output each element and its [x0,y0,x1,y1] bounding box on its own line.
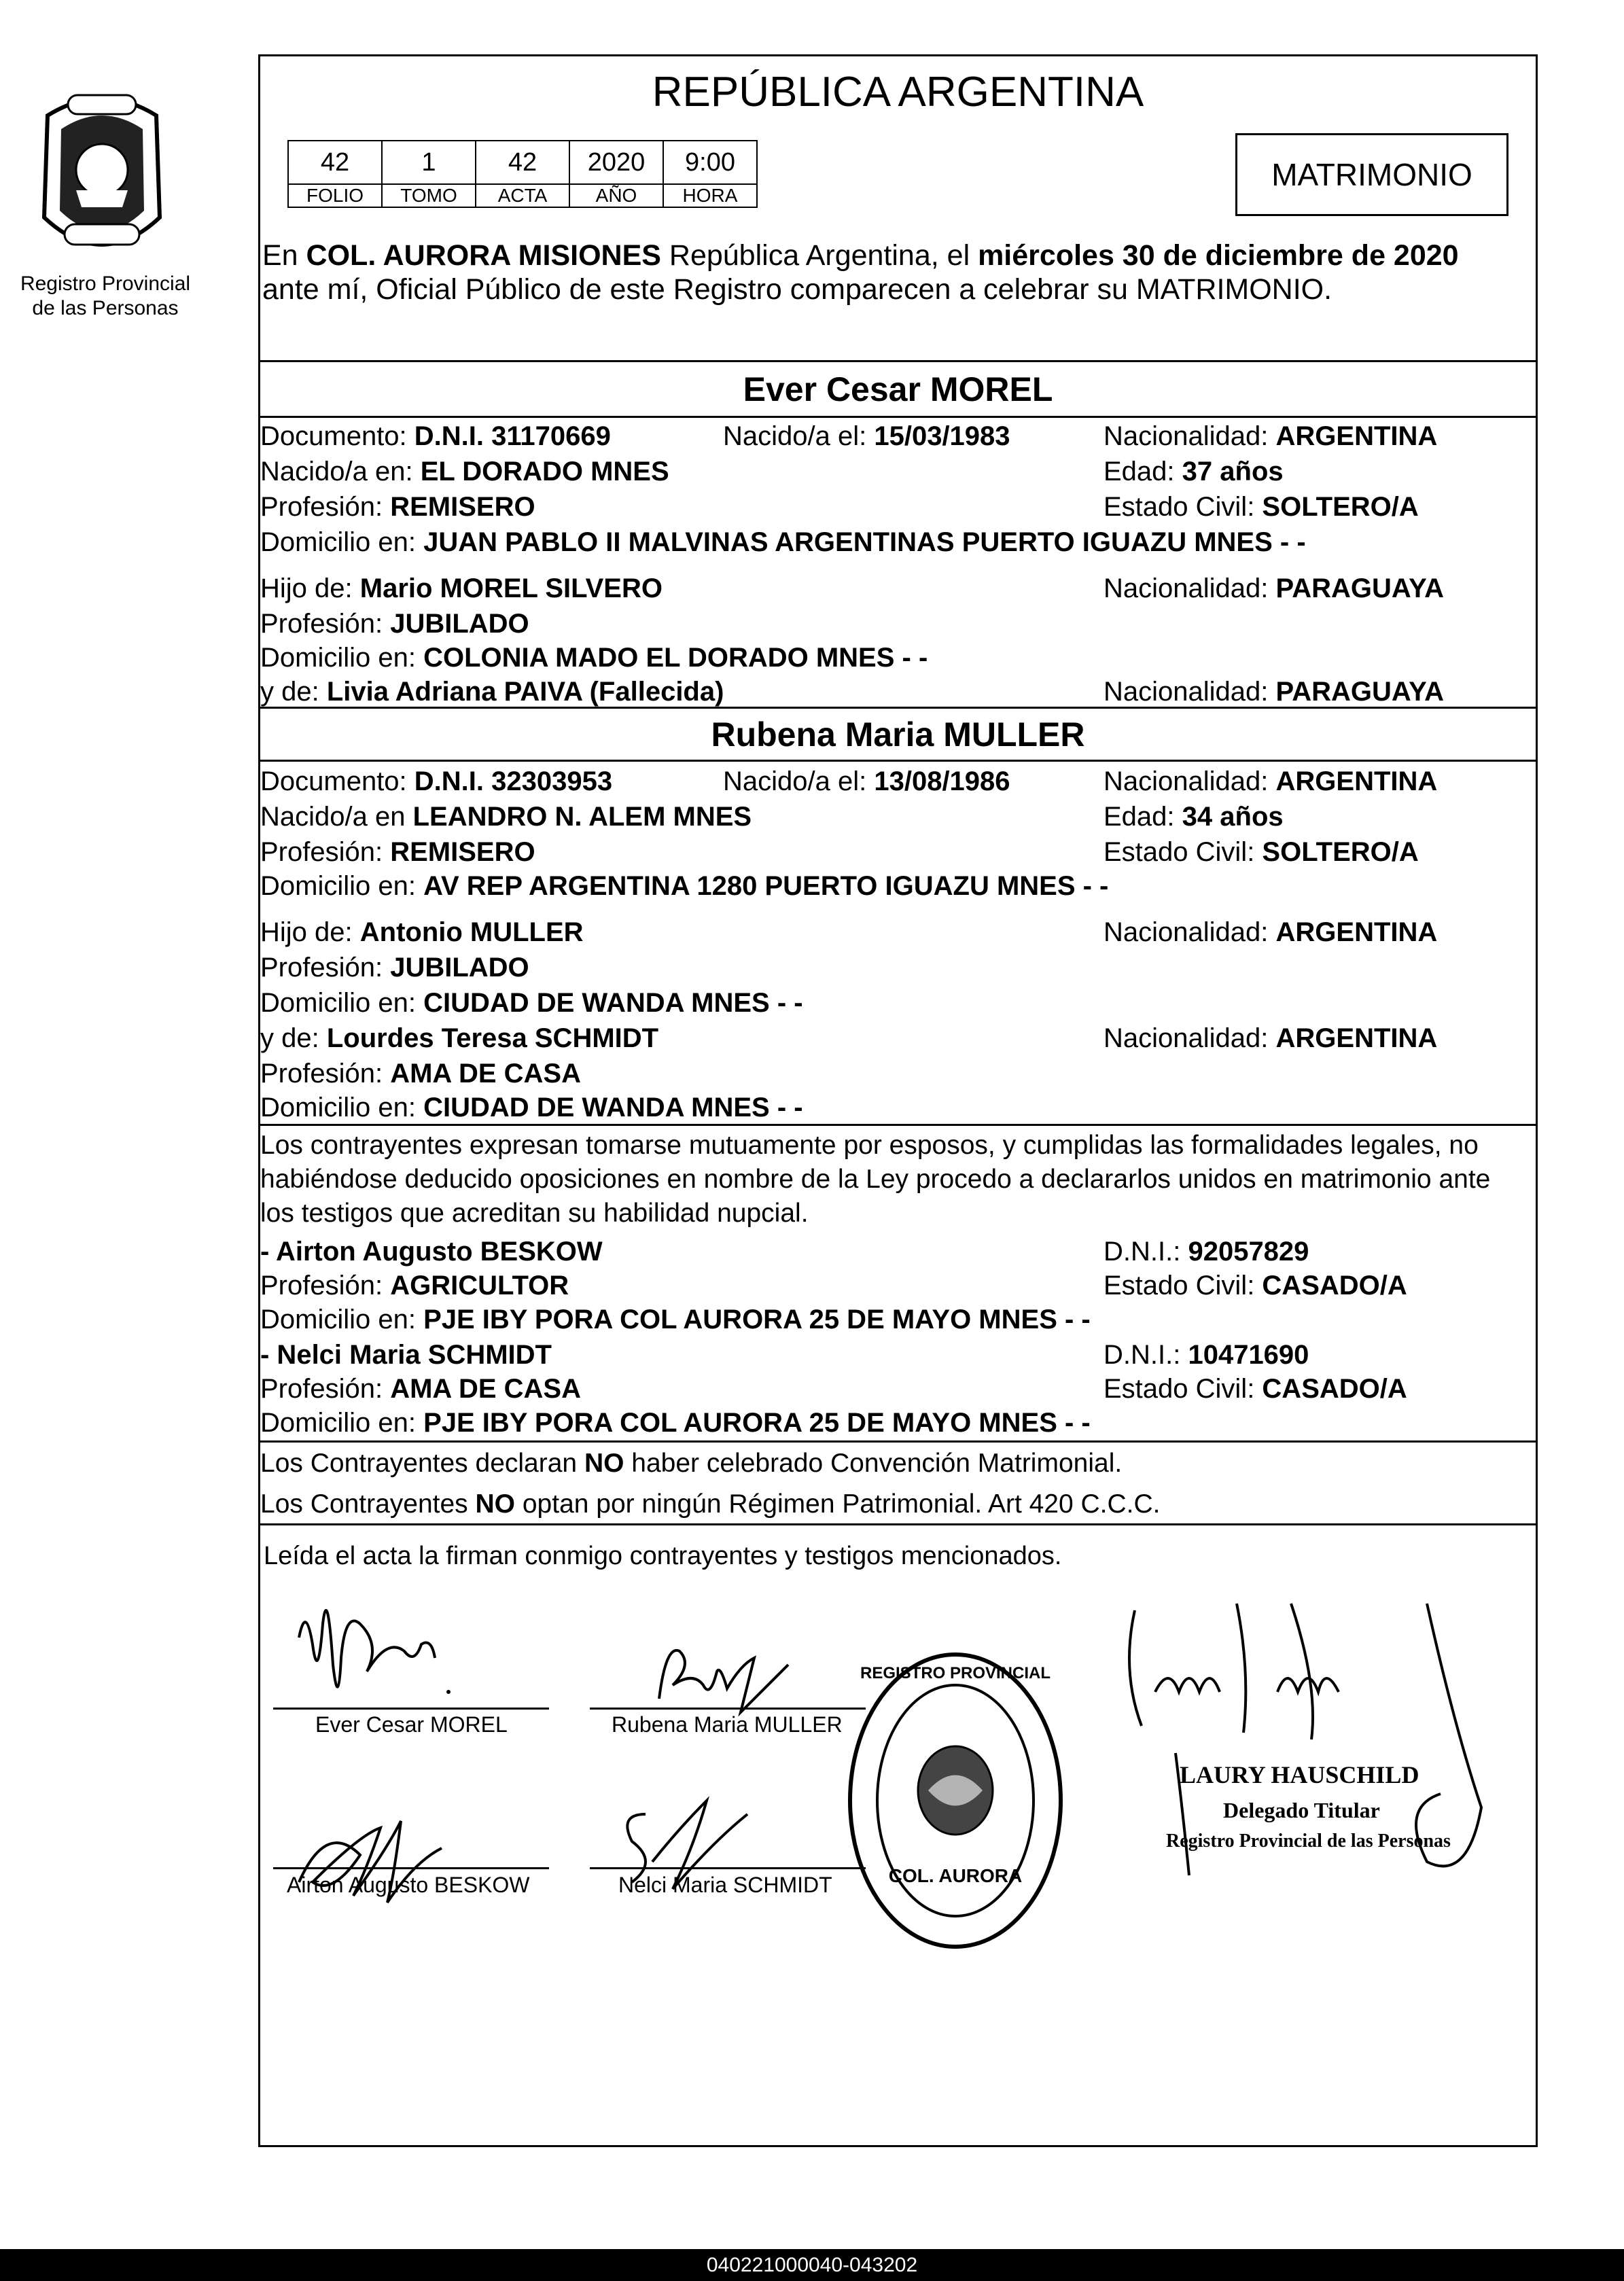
stamp-inner-text: COL. AURORA [888,1865,1023,1886]
declaration-line3: los testigos que acreditan su habilidad nupcial. [260,1199,809,1228]
stamp-top-text: REGISTRO PROVINCIAL [860,1664,1051,1682]
signature-line [273,1867,549,1869]
document-code-bar: 040221000040-043202 [0,2249,1624,2281]
divider [258,416,1538,418]
spouse1-civil-status: Estado Civil: SOLTERO/A [1104,492,1419,522]
signature-line [590,1708,866,1710]
signature-line [590,1867,866,1869]
act-type-box: MATRIMONIO [1235,133,1508,216]
spouse2-birthplace: Nacido/a en LEANDRO N. ALEM MNES [260,802,752,832]
spouse2-name: Rubena Maria MULLER [711,715,1085,754]
spouse1-father: Hijo de: Mario MOREL SILVERO [260,573,663,603]
document-title: REPÚBLICA ARGENTINA [652,69,1144,116]
spouse2-age: Edad: 34 años [1104,802,1284,832]
spouse1-age: Edad: 37 años [1104,457,1284,487]
spouse2-document: Documento: D.N.I. 32303953 [260,766,613,796]
signature-name-4: Nelci Maria SCHMIDT [618,1873,832,1897]
acta-value: 42 [476,141,569,184]
witness2-civil-status: Estado Civil: CASADO/A [1104,1374,1407,1404]
intro-line2: ante mí, Oficial Público de este Registro comparecen a celebrar su MATRIMONIO. [262,273,1332,306]
intro-line1: En COL. AURORA MISIONES República Argentina, el miércoles 30 de diciembre de 2020 [262,239,1459,272]
signature-1 [285,1583,462,1719]
witness1-civil-status: Estado Civil: CASADO/A [1104,1271,1407,1301]
witness1-profession: Profesión: AGRICULTOR [260,1271,569,1301]
divider [258,760,1538,762]
spouse1-mother-nationality: Nacionalidad: PARAGUAYA [1104,677,1444,707]
officer-name: LAURY HAUSCHILD [1180,1761,1419,1788]
divider [258,1440,1538,1443]
witness2-dni: D.N.I.: 10471690 [1104,1340,1309,1370]
signature-2 [652,1624,802,1719]
spouse2-mother-profession: Profesión: AMA DE CASA [260,1059,581,1089]
spouse2-father-address: Domicilio en: CIUDAD DE WANDA MNES - - [260,988,803,1018]
spouse2-mother-address: Domicilio en: CIUDAD DE WANDA MNES - - [260,1093,803,1122]
officer-role: Delegado Titular [1223,1798,1380,1822]
witness1-name: - Airton Augusto BESKOW [260,1237,603,1267]
spouse1-father-nationality: Nacionalidad: PARAGUAYA [1104,573,1444,603]
spouse2-birthdate: Nacido/a el: 13/08/1986 [723,766,1010,796]
signatures-intro: Leída el acta la firman conmigo contrayentes y testigos mencionados. [264,1542,1062,1570]
officer-org: Registro Provincial de las Personas [1166,1831,1451,1852]
spouse1-name: Ever Cesar MOREL [743,370,1053,408]
spouse1-nationality: Nacionalidad: ARGENTINA [1104,421,1438,451]
witness2-name: - Nelci Maria SCHMIDT [260,1340,552,1370]
witness2-address: Domicilio en: PJE IBY PORA COL AURORA 25 DE MAYO MNES - - [260,1408,1091,1438]
record-table [287,140,758,208]
spouse2-address: Domicilio en: AV REP ARGENTINA 1280 PUERTO IGUAZU MNES - - [260,871,1109,901]
declaration-line2: habiéndose deducido oposiciones en nombre de la Ley procedo a declararlos unidos en matrimonio ante [260,1165,1491,1194]
spouse1-father-profession: Profesión: JUBILADO [260,609,529,639]
registry-label: Registro Provincial de las Personas [20,272,191,319]
spouse1-birthdate: Nacido/a el: 15/03/1983 [723,421,1010,451]
spouse2-father: Hijo de: Antonio MULLER [260,917,584,947]
signature-name-3: Airton Augusto BESKOW [287,1873,530,1897]
witness1-dni: D.N.I.: 92057829 [1104,1237,1309,1267]
spouse2-profession: Profesión: REMISERO [260,837,535,867]
tomo-label: TOMO [382,184,476,207]
spouse2-nationality: Nacionalidad: ARGENTINA [1104,766,1438,796]
spouse1-father-address: Domicilio en: COLONIA MADO EL DORADO MNES - - [260,643,928,673]
tomo-value: 1 [382,141,476,184]
anio-label: AÑO [569,184,663,207]
spouse1-address: Domicilio en: JUAN PABLO II MALVINAS ARGENTINAS PUERTO IGUAZU MNES - - [260,527,1306,557]
spouse1-profession: Profesión: REMISERO [260,492,535,522]
signature-3 [285,1807,462,1916]
spouse2-mother: y de: Lourdes Teresa SCHMIDT [260,1023,659,1053]
declaration-line1: Los contrayentes expresan tomarse mutuamente por esposos, y cumplidas las formalidades legales, no [260,1131,1479,1160]
folio-value: 42 [288,141,382,184]
divider [258,360,1538,362]
acta-label: ACTA [476,184,569,207]
convention-line1: Los Contrayentes declaran NO haber celebrado Convención Matrimonial. [260,1449,1123,1478]
spouse2-father-profession: Profesión: JUBILADO [260,953,529,983]
registry-stamp [840,1644,1071,1957]
anio-value: 2020 [569,141,663,184]
hora-value: 9:00 [663,141,757,184]
divider [258,707,1538,709]
spouse2-civil-status: Estado Civil: SOLTERO/A [1104,837,1419,867]
signature-name-1: Ever Cesar MOREL [315,1712,508,1737]
spouse2-mother-nationality: Nacionalidad: ARGENTINA [1104,1023,1438,1053]
divider [258,1523,1538,1525]
divider [258,1124,1538,1126]
witness2-profession: Profesión: AMA DE CASA [260,1374,581,1404]
spouse1-document: Documento: D.N.I. 31170669 [260,421,611,451]
spouse1-mother: y de: Livia Adriana PAIVA (Fallecida) [260,677,724,707]
province-logo [27,88,177,265]
signature-name-2: Rubena Maria MULLER [612,1712,843,1737]
spouse2-father-nationality: Nacionalidad: ARGENTINA [1104,917,1438,947]
witness1-address: Domicilio en: PJE IBY PORA COL AURORA 25 DE MAYO MNES - - [260,1305,1091,1334]
spouse1-birthplace: Nacido/a en: EL DORADO MNES [260,457,669,487]
province-seal-icon [27,88,177,265]
convention-line2: Los Contrayentes NO optan por ningún Régimen Patrimonial. Art 420 C.C.C. [260,1489,1161,1519]
signature-line [273,1708,549,1710]
folio-label: FOLIO [288,184,382,207]
hora-label: HORA [663,184,757,207]
